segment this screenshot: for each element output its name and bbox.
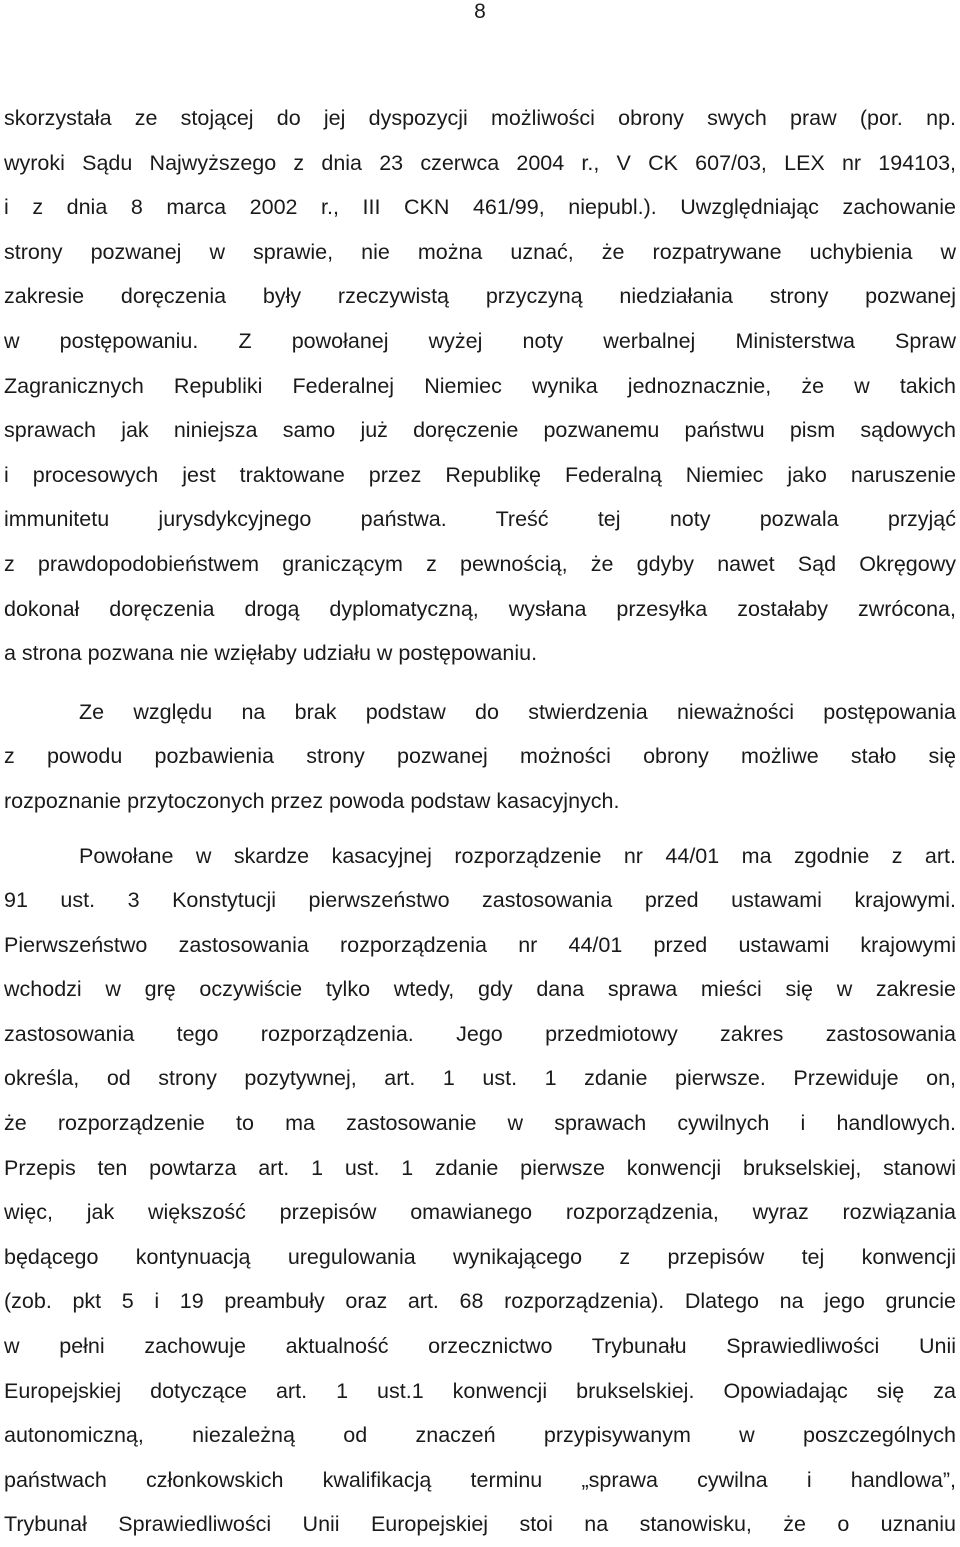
text-line: immunitetu jurysdykcyjnego państwa. Treść tej noty pozwala przyjąć bbox=[4, 497, 956, 542]
text-line: Trybunał Sprawiedliwości Unii Europejskiej stoi na stanowisku, że o uznaniu bbox=[4, 1502, 956, 1547]
text-line: z powodu pozbawienia strony pozwanej możności obrony możliwe stało się bbox=[4, 734, 956, 779]
paragraph-1 bbox=[4, 96, 956, 676]
paragraph-3 bbox=[4, 834, 956, 1547]
text-line: z prawdopodobieństwem graniczącym z pewnością, że gdyby nawet Sąd Okręgowy bbox=[4, 542, 956, 587]
text-line: Zagranicznych Republiki Federalnej Niemiec wynika jednoznacznie, że w takich bbox=[4, 364, 956, 409]
text-line: autonomiczną, niezależną od znaczeń przypisywanym w poszczególnych bbox=[4, 1413, 956, 1458]
text-line: w pełni zachowuje aktualność orzecznictwo Trybunału Sprawiedliwości Unii bbox=[4, 1324, 956, 1369]
text-line: skorzystała ze stojącej do jej dyspozycji możliwości obrony swych praw (por. np. bbox=[4, 96, 956, 141]
text-line: określa, od strony pozytywnej, art. 1 ust. 1 zdanie pierwsze. Przewiduje on, bbox=[4, 1056, 956, 1101]
text-line: w postępowaniu. Z powołanej wyżej noty werbalnej Ministerstwa Spraw bbox=[4, 319, 956, 364]
text-line: i procesowych jest traktowane przez Republikę Federalną Niemiec jako naruszenie bbox=[4, 453, 956, 498]
text-line: Pierwszeństwo zastosowania rozporządzenia nr 44/01 przed ustawami krajowymi bbox=[4, 923, 956, 968]
text-line: wyroki Sądu Najwyższego z dnia 23 czerwca 2004 r., V CK 607/03, LEX nr 194103, bbox=[4, 141, 956, 186]
text-line: rozpoznanie przytoczonych przez powoda podstaw kasacyjnych. bbox=[4, 779, 956, 824]
text-line: sprawach jak niniejsza samo już doręczenie pozwanemu państwu pism sądowych bbox=[4, 408, 956, 453]
text-line: zakresie doręczenia były rzeczywistą przyczyną niedziałania strony pozwanej bbox=[4, 274, 956, 319]
text-line: strony pozwanej w sprawie, nie można uznać, że rozpatrywane uchybienia w bbox=[4, 230, 956, 275]
text-line: Europejskiej dotyczące art. 1 ust.1 konwencji brukselskiej. Opowiadając się za bbox=[4, 1369, 956, 1414]
text-line: i z dnia 8 marca 2002 r., III CKN 461/99, niepubl.). Uwzględniając zachowanie bbox=[4, 185, 956, 230]
text-line: będącego kontynuacją uregulowania wynikającego z przepisów tej konwencji bbox=[4, 1235, 956, 1280]
text-line: 91 ust. 3 Konstytucji pierwszeństwo zastosowania przed ustawami krajowymi. bbox=[4, 878, 956, 923]
text-line: Ze względu na brak podstaw do stwierdzenia nieważności postępowania bbox=[4, 690, 956, 735]
text-line: (zob. pkt 5 i 19 preambuły oraz art. 68 rozporządzenia). Dlatego na jego gruncie bbox=[4, 1279, 956, 1324]
text-line: Powołane w skardze kasacyjnej rozporządzenie nr 44/01 ma zgodnie z art. bbox=[4, 834, 956, 879]
text-line: Przepis ten powtarza art. 1 ust. 1 zdanie pierwsze konwencji brukselskiej, stanowi bbox=[4, 1146, 956, 1191]
document-body bbox=[4, 96, 956, 1547]
text-line: wchodzi w grę oczywiście tylko wtedy, gdy dana sprawa mieści się w zakresie bbox=[4, 967, 956, 1012]
paragraph-2 bbox=[4, 690, 956, 824]
text-line: że rozporządzenie to ma zastosowanie w sprawach cywilnych i handlowych. bbox=[4, 1101, 956, 1146]
text-line: dokonał doręczenia drogą dyplomatyczną, wysłana przesyłka zostałaby zwrócona, bbox=[4, 587, 956, 632]
text-line: państwach członkowskich kwalifikacją terminu „sprawa cywilna i handlowa”, bbox=[4, 1458, 956, 1503]
page-number: 8 bbox=[0, 0, 960, 24]
text-line: więc, jak większość przepisów omawianego rozporządzenia, wyraz rozwiązania bbox=[4, 1190, 956, 1235]
text-line: zastosowania tego rozporządzenia. Jego przedmiotowy zakres zastosowania bbox=[4, 1012, 956, 1057]
text-line: a strona pozwana nie wzięłaby udziału w postępowaniu. bbox=[4, 631, 956, 676]
